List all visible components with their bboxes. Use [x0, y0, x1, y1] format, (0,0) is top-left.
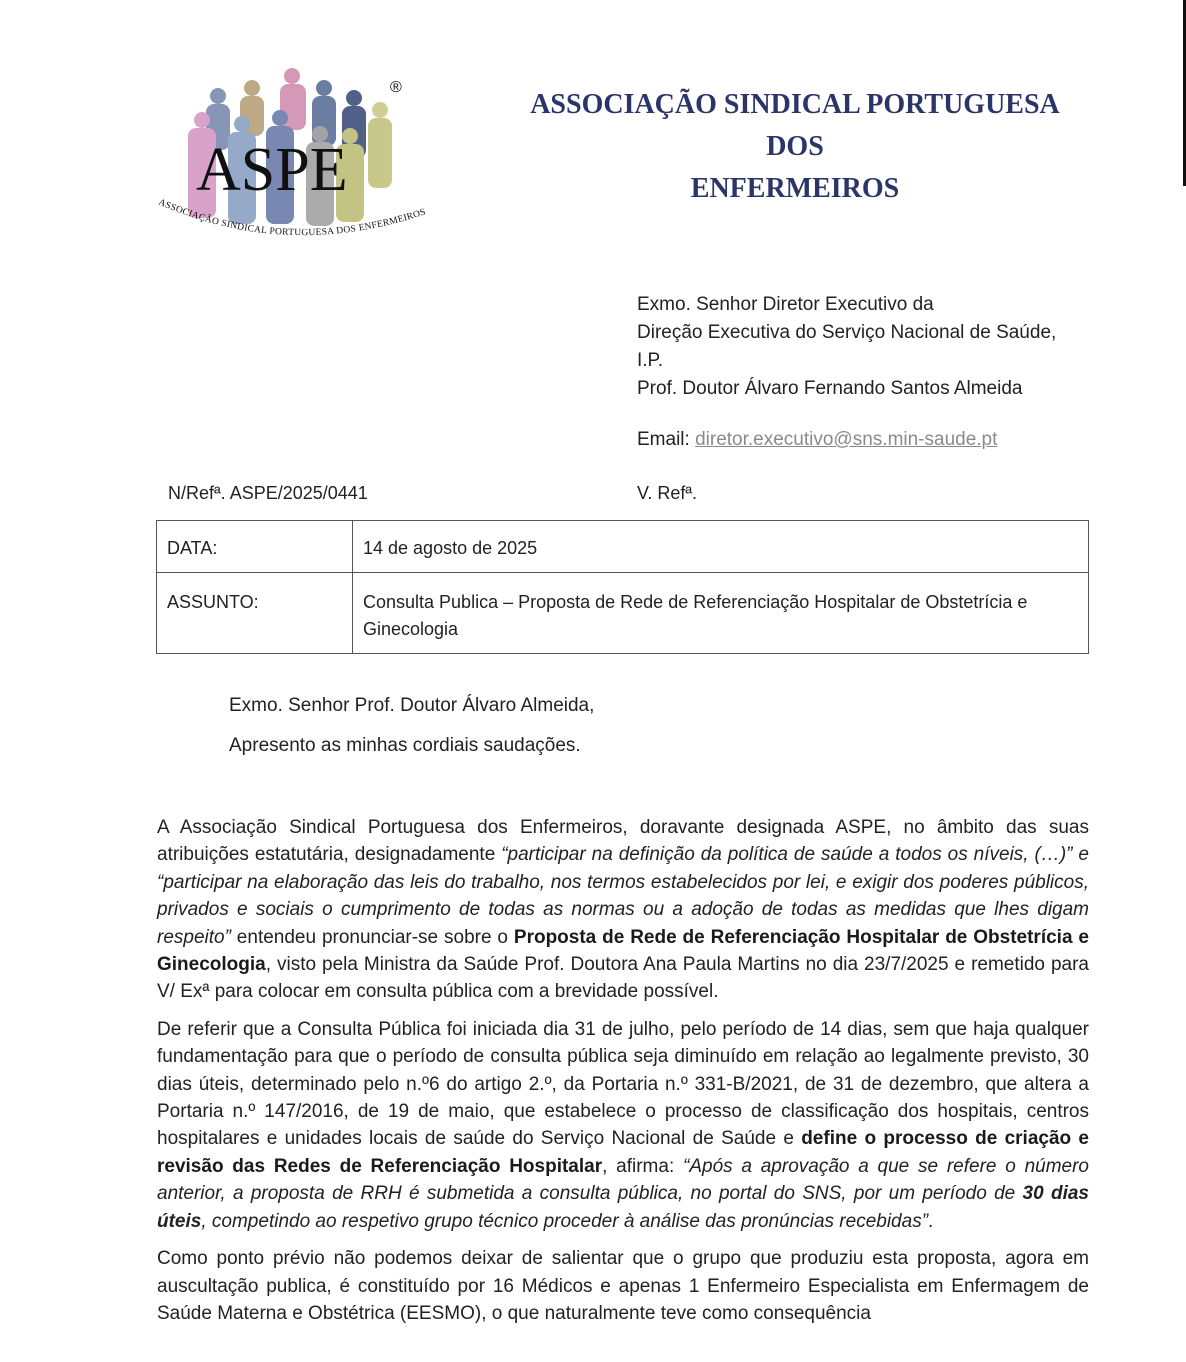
title-line-1: ASSOCIAÇÃO SINDICAL PORTUGUESA DOS [530, 89, 1060, 162]
assunto-label: ASSUNTO: [157, 573, 353, 654]
addressee-line-3: I.P. [637, 350, 664, 371]
p1-quote: “participar na definição da política de saúde a todos os níveis, (…)” e “participar na elaboração das leis do trabalho, nos termos estabelecidos por lei, e exigir dos poderes públicos, privados e sociais o cumprimento de todas as normas ou a adoção de todas as medidas que lhes digam respeito” [157, 844, 1089, 948]
paragraph-2 [157, 1016, 1089, 1235]
email-label: Email: [637, 429, 690, 450]
paragraph-3 [157, 1245, 1089, 1327]
p2-quote-1: “Após a aprovação a que se refere o número anterior, a proposta de RRH é submetida a consulta pública, no portal do SNS, por um período de [157, 1155, 1089, 1205]
email-link[interactable]: diretor.executivo@sns.min-saude.pt [695, 429, 998, 450]
greeting-line-1: Exmo. Senhor Prof. Doutor Álvaro Almeida, [229, 695, 595, 716]
organization-title [500, 84, 1090, 210]
your-reference [637, 483, 697, 504]
p1-text-1: A Associação Sindical Portuguesa dos Enfermeiros, doravante designada ASPE, no âmbito das suas atribuições estatutária, designadamente [157, 817, 1089, 866]
letter-body [157, 814, 1089, 1337]
title-line-2: ENFERMEIROS [690, 173, 900, 204]
addressee-line-4: Prof. Doutor Álvaro Fernando Santos Almeida [637, 378, 1023, 399]
registered-mark: ® [390, 79, 402, 96]
greeting-line-2: Apresento as minhas cordiais saudações. [229, 735, 581, 756]
p3-text-1: Como ponto prévio não podemos deixar de salientar que o grupo que produziu esta proposta, agora em auscultação publica, é constituído por 16 Médicos e apenas 1 Enfermeiro Especialista em Enfermagem de Saúde Materna e Obstétrica (EESMO), o que naturalmente teve como consequência [157, 1248, 1089, 1324]
table-row-assunto [157, 573, 1089, 654]
logo-arc-text: ASSOCIAÇÃO SINDICAL PORTUGUESA DOS ENFERMEIROS [156, 197, 428, 239]
paragraph-1 [157, 814, 1089, 1006]
p2-text-2: , afirma: [602, 1155, 683, 1177]
p2-quote-bold: 30 dias úteis [157, 1183, 1089, 1232]
aspe-logo [150, 62, 440, 262]
email-line [637, 429, 997, 451]
p2-bold-phrase: define o processo de criação e revisão das Redes de Referenciação Hospitalar [157, 1128, 1089, 1177]
our-reference-label: N/Refª. [168, 483, 226, 503]
addressee-line-2: Direção Executiva do Serviço Nacional de Saúde, [637, 322, 1057, 343]
p2-text-3: . [928, 1210, 934, 1232]
table-row-data [157, 521, 1089, 573]
your-reference-label: V. Refª. [637, 483, 698, 503]
our-reference [168, 483, 368, 504]
our-reference-value: ASPE/2025/0441 [229, 483, 368, 503]
aspe-logo-graphic [150, 62, 440, 262]
p1-bold-subject: Proposta de Rede de Referenciação Hospitalar de Obstetrícia e Ginecologia [157, 926, 1089, 976]
data-label: DATA: [157, 521, 353, 573]
assunto-value: Consulta Publica – Proposta de Rede de Referenciação Hospitalar de Obstetrícia e Ginecologia [353, 573, 1089, 654]
addressee-block [637, 291, 1097, 403]
p2-quote-2: , competindo ao respetivo grupo técnico proceder à análise das pronúncias recebidas” [201, 1210, 929, 1232]
logo-letters: ASPE [196, 136, 348, 204]
p1-text-3: , visto pela Ministra da Saúde Prof. Doutora Ana Paula Martins no dia 23/7/2025 e remetido para V/ Exª para colocar em consulta pública com a brevidade possível. [157, 954, 1089, 1003]
p1-text-2: entendeu pronunciar-se sobre o [230, 926, 514, 948]
data-value: 14 de agosto de 2025 [353, 521, 1089, 573]
info-table [156, 520, 1089, 654]
p2-text-1: De referir que a Consulta Pública foi iniciada dia 31 de julho, pelo período de 14 dias, sem que haja qualquer fundamentação para que o período de consulta pública seja diminuído em relação ao legalmente previsto, 30 dias úteis, determinado pelo n.º6 do artigo 2.º, da Portaria n.º 331-B/2021, de 31 de dezembro, que altera a Portaria n.º 147/2016, de 19 de maio, que estabelece o processo de classificação dos hospitais, centros hospitalares e unidades locais de saúde do Serviço Nacional de Saúde e [157, 1018, 1089, 1150]
addressee-line-1: Exmo. Senhor Diretor Executivo da [637, 294, 934, 315]
